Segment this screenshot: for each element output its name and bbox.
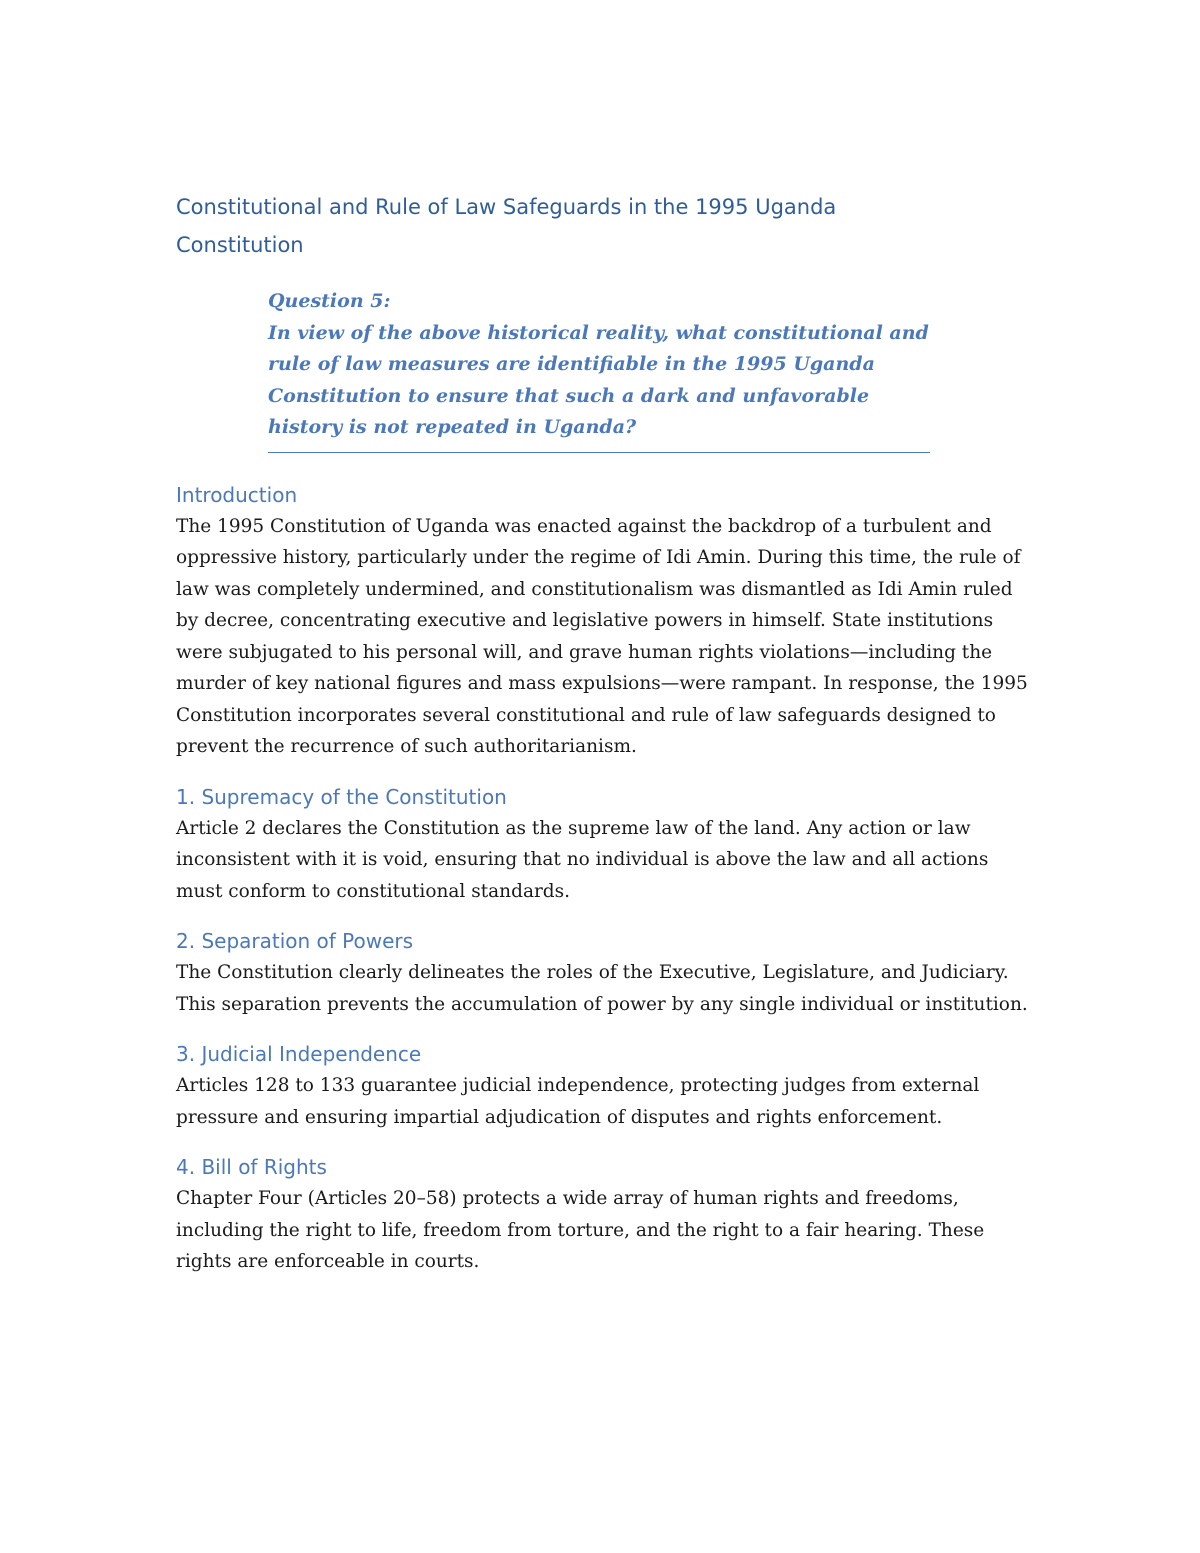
- section-body: The Constitution clearly delineates the roles of the Executive, Legislature, and Judiciary. This separation prevents the accumulation of power by any single individual or institution.: [176, 962, 1028, 1015]
- question-label: Question 5:: [268, 290, 391, 312]
- question-text: In view of the above historical reality, what constitutional and rule of law measures are identifiable in the 1995 Uganda Constitution to ensure that such a dark and unfavorable history is not repeated in Uganda?: [268, 321, 929, 438]
- section-supremacy: [176, 781, 1036, 908]
- section-body: Chapter Four (Articles 20–58) protects a wide array of human rights and freedoms, including the right to life, freedom from torture, and the right to a fair hearing. These rights are enforceable in courts.: [176, 1188, 985, 1272]
- introduction-body: The 1995 Constitution of Uganda was enacted against the backdrop of a turbulent and oppressive history, particularly under the regime of Idi Amin. During this time, the rule of law was completely undermined, and constitutionalism was dismantled as Idi Amin ruled by decree, concentrating executive and legislative powers in himself. State institutions were subjugated to his personal will, and grave human rights violations—including the murder of key national figures and mass expulsions—were rampant. In response, the 1995 Constitution incorporates several constitutional and rule of law safeguards designed to prevent the recurrence of such authoritarianism.: [176, 515, 1028, 757]
- section-separation-of-powers: [176, 925, 1036, 1020]
- document-title: Constitutional and Rule of Law Safeguards in the 1995 Uganda Constitution: [176, 195, 837, 257]
- section-heading: 1. Supremacy of the Constitution: [176, 784, 507, 809]
- question-block: [268, 286, 930, 453]
- section-bill-of-rights: [176, 1151, 1036, 1278]
- section-heading: 4. Bill of Rights: [176, 1155, 327, 1179]
- section-heading: 3. Judicial Independence: [176, 1042, 422, 1066]
- document-page: [176, 188, 1036, 1278]
- introduction-heading: Introduction: [176, 482, 298, 507]
- section-body: Articles 128 to 133 guarantee judicial independence, protecting judges from external pressure and ensuring impartial adjudication of disputes and rights enforcement.: [176, 1075, 980, 1128]
- section-judicial-independence: [176, 1038, 1036, 1133]
- section-body: Article 2 declares the Constitution as the supreme law of the land. Any action or law inconsistent with it is void, ensuring that no individual is above the law and all actions must conform to constitutional standards.: [176, 817, 989, 902]
- section-heading: 2. Separation of Powers: [176, 929, 414, 953]
